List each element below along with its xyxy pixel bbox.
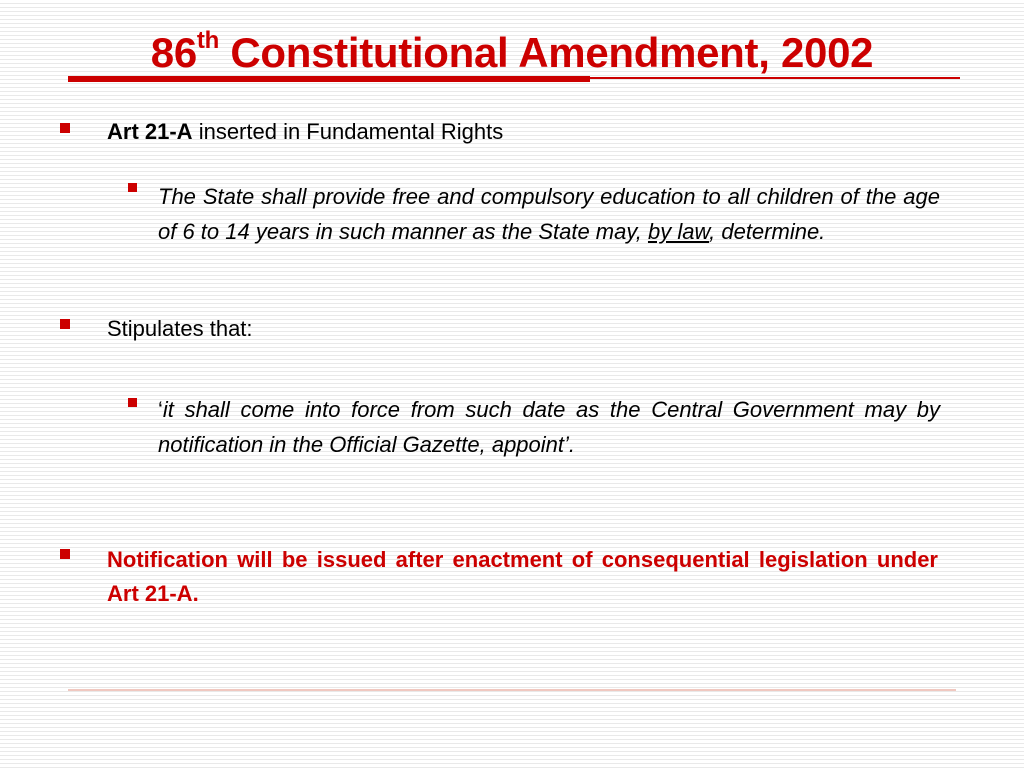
bullet-text: Notification will be issued after enactment of consequential legislation under Art 21-A. bbox=[107, 547, 938, 606]
bullet-text: Stipulates that: bbox=[107, 316, 253, 341]
sub-bullet-text bbox=[158, 392, 940, 462]
bold-lead: Art 21-A bbox=[107, 119, 193, 144]
title-superscript: th bbox=[196, 27, 219, 54]
bullet-marker bbox=[60, 319, 70, 329]
bullet-marker bbox=[60, 549, 70, 559]
bullet-marker bbox=[60, 123, 70, 133]
sub-bullet-text bbox=[158, 179, 940, 249]
footer-divider bbox=[68, 689, 956, 691]
quote-body: it shall come into force from such date as the Central Government may by notification in the Official Gazette, appoint’. bbox=[158, 397, 940, 457]
sub-bullet-marker bbox=[128, 183, 137, 192]
title-text: Constitutional Amendment, 2002 bbox=[218, 29, 874, 76]
sub-bullet-marker bbox=[128, 398, 137, 407]
bullet-body: inserted in Fundamental Rights bbox=[192, 119, 504, 144]
title-underline-thin bbox=[590, 77, 960, 79]
open-quote: ‘ bbox=[158, 397, 163, 422]
title-number: 86 bbox=[150, 29, 197, 76]
underlined-by-law: by law bbox=[647, 219, 710, 244]
bullet-text bbox=[107, 115, 927, 149]
quote-text-after: , determine. bbox=[709, 219, 826, 244]
quote-text-before: The State shall provide free and compulsory education to all children of the age of 6 to 14 years in such manner as the State may, bbox=[158, 184, 940, 244]
title-underline-thick bbox=[68, 76, 590, 82]
slide-title bbox=[0, 28, 1024, 78]
